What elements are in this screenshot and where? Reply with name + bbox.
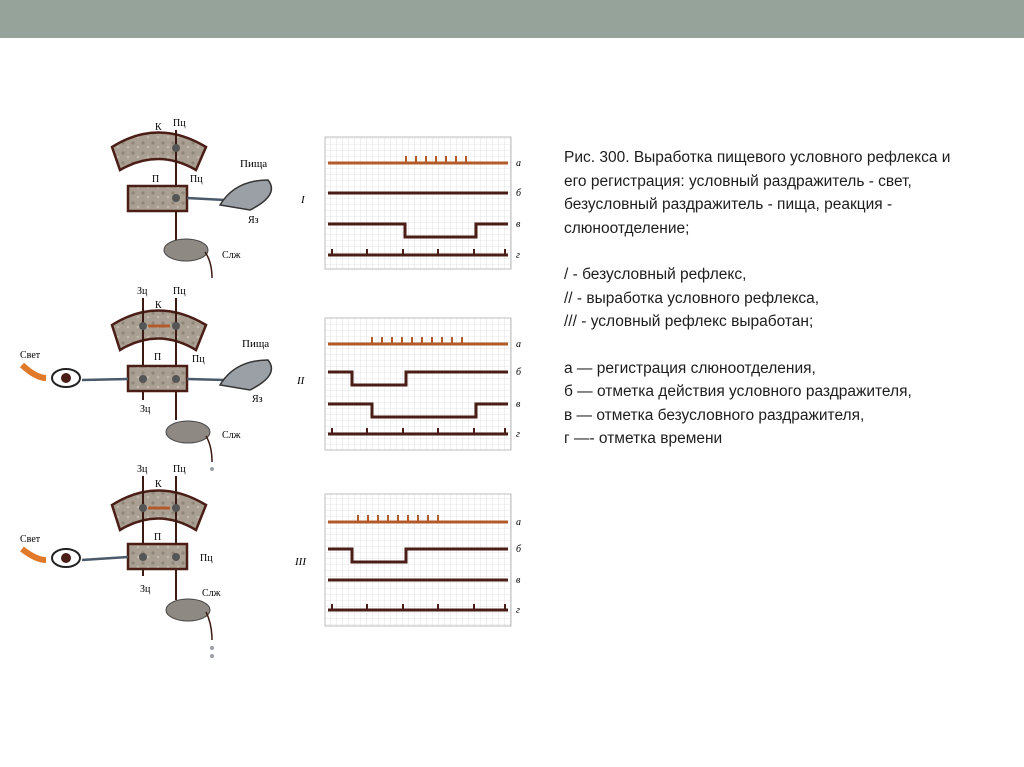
label-food: Пища: [240, 158, 268, 170]
trace-letter-v: в: [516, 399, 521, 410]
cortex-arc: [112, 491, 206, 531]
label-pc2: Пц: [192, 354, 205, 365]
stage-3-schema: [20, 464, 221, 658]
stage-numeral-1: I: [301, 194, 305, 206]
salivary-gland: [164, 239, 208, 261]
label-pc: Пц: [173, 286, 186, 297]
label-zc: Зц: [137, 464, 148, 475]
caption-stage-line: // - выработка условного рефлекса,: [564, 289, 820, 307]
trace-letter-b: б: [516, 367, 522, 378]
cortex-arc: [112, 133, 206, 171]
caption-title-line: его регистрация: условный раздражитель - свет,: [564, 172, 912, 190]
trace-letter-g: г: [516, 605, 520, 616]
label-zc: Зц: [137, 286, 148, 297]
trace-letter-a: а: [516, 339, 521, 350]
stage-1-schema: [112, 118, 271, 278]
label-food: Пища: [242, 338, 270, 350]
trace-letter-g: г: [516, 250, 520, 261]
trace-letter-v: в: [516, 575, 521, 586]
light-arrow: [22, 549, 46, 560]
label-light: Свет: [20, 534, 41, 545]
trace-letter-a: а: [516, 158, 521, 169]
salivary-gland: [166, 421, 210, 443]
trace-letter-b: б: [516, 544, 522, 555]
label-pc: Пц: [173, 118, 186, 129]
label-pc2: Пц: [190, 174, 203, 185]
caption-legend-line: б — отметка действия условного раздражителя,: [564, 383, 912, 400]
salivary-gland: [166, 599, 210, 621]
caption-legend-line: в — отметка безусловного раздражителя,: [564, 406, 865, 424]
trace-letter-b: б: [516, 188, 522, 199]
caption-title-line: слюноотделение;: [564, 219, 690, 237]
label-p: П: [152, 174, 160, 185]
figure-caption: [564, 146, 1004, 451]
stage-numeral-2: II: [297, 375, 305, 387]
caption-stage-line: / - безусловный рефлекс,: [564, 266, 747, 283]
label-tongue: Яз: [252, 394, 263, 405]
trace-letter-v: в: [516, 219, 521, 230]
stage-numeral-3: III: [295, 556, 306, 568]
label-k: К: [155, 300, 162, 311]
label-p: П: [154, 532, 162, 543]
light-arrow: [22, 365, 46, 378]
recording-panel-2: [296, 318, 522, 450]
label-tongue: Яз: [248, 215, 259, 226]
label-zc2: Зц: [140, 404, 151, 415]
tongue-food: [220, 360, 271, 390]
caption-title-line: Рис. 300. Выработка пищевого условного рефлекса и: [564, 149, 951, 166]
label-zc2: Зц: [140, 584, 151, 595]
caption-title-line: безусловный раздражитель - пища, реакция -: [564, 196, 893, 213]
label-gland: Слж: [222, 430, 241, 441]
label-pc2: Пц: [200, 553, 213, 564]
label-pc: Пц: [173, 464, 186, 475]
recording-panel-1: [300, 137, 522, 269]
tongue-food: [220, 180, 271, 210]
recording-panel-3: [294, 494, 522, 626]
cortex-arc: [112, 311, 206, 351]
label-p: П: [154, 352, 162, 363]
caption-stage-line: /// - условный рефлекс выработан;: [564, 313, 814, 330]
caption-legend-line: а — регистрация слюноотделения,: [564, 359, 816, 377]
label-k: К: [155, 479, 162, 490]
caption-legend-line: г —- отметка времени: [564, 430, 723, 447]
trace-letter-a: а: [516, 517, 521, 528]
label-light: Свет: [20, 350, 41, 361]
label-k: К: [155, 122, 162, 133]
trace-letter-g: г: [516, 429, 520, 440]
stage-2-schema: [20, 286, 271, 471]
label-gland: Слж: [202, 588, 221, 599]
label-gland: Слж: [222, 250, 241, 261]
